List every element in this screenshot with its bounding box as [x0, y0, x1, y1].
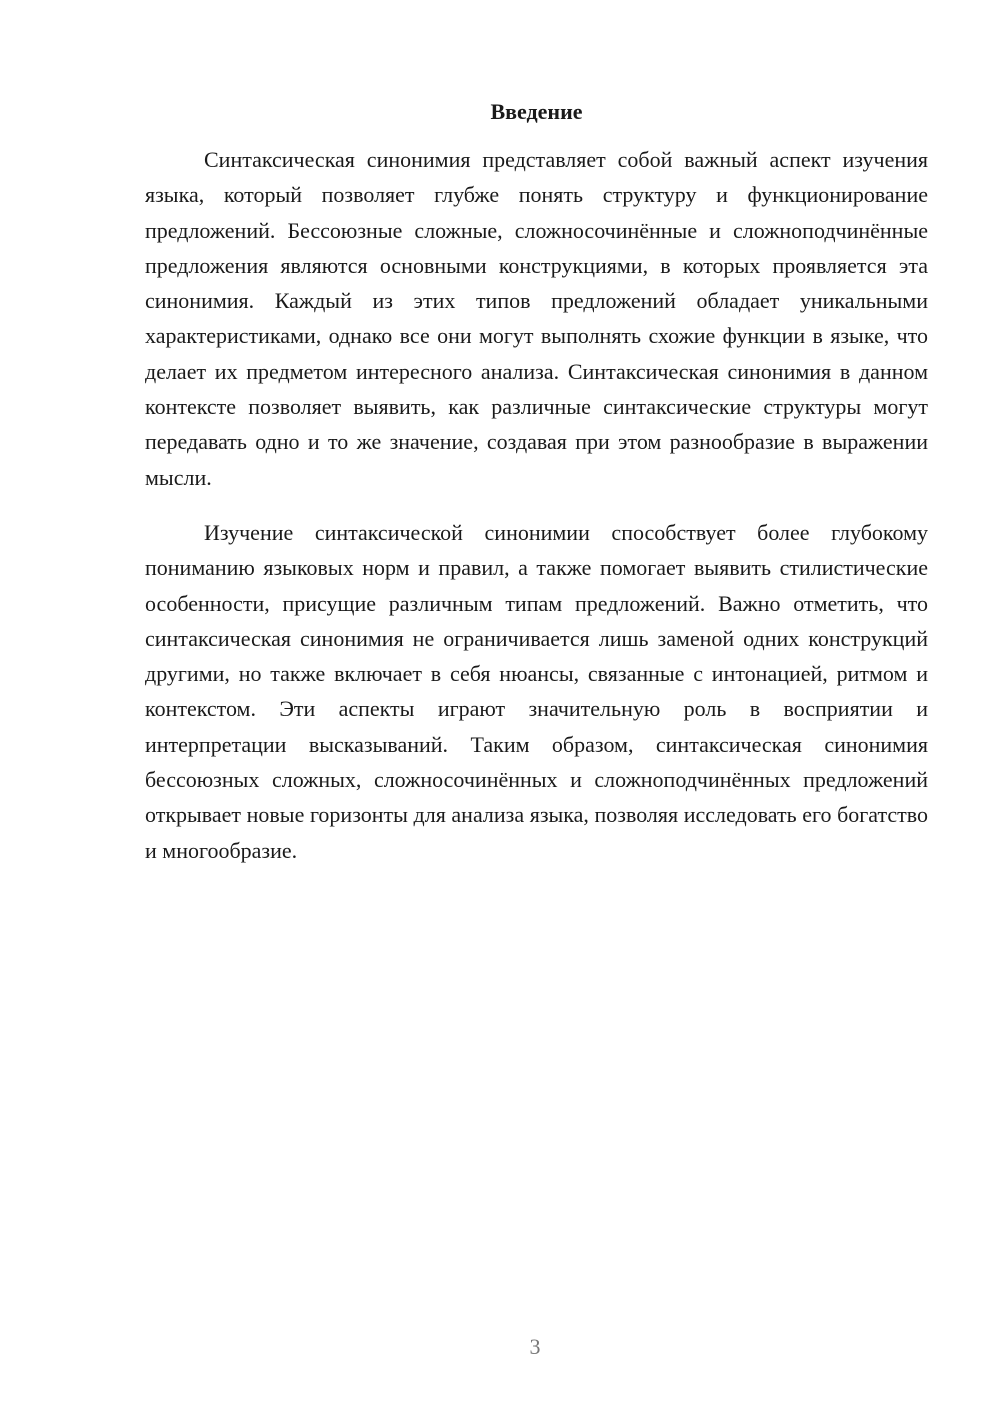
section-heading: Введение: [490, 99, 583, 124]
paragraph-1: Синтаксическая синонимия представляет собой важный аспект изучения языка, который позволяет глубже понять структуру и функционирование предложений. Бессоюзные сложные, сложносочинённые и сложноподчинённые предложения являются основными конструкциями, в которых проявляется эта синонимия. Каждый из этих типов предложений обладает уникальными характеристиками, однако все они могут выполнять схожие функции в языке, что делает их предметом интересного анализа. Синтаксическая синонимия в данном контексте позволяет выявить, как различные синтаксические структуры могут передавать одно и то же значение, создавая при этом разнообразие в выражении мысли.: [145, 147, 928, 490]
page-content: [145, 96, 928, 868]
page-number: 3: [529, 1334, 541, 1359]
paragraph-2: Изучение синтаксической синонимии способствует более глубокому пониманию языковых норм и правил, а также помогает выявить стилистические особенности, присущие различным типам предложений. Важно отметить, что синтаксическая синонимия не ограничивается лишь заменой одних конструкций другими, но также включает в себя нюансы, связанные с интонацией, ритмом и контекстом. Эти аспекты играют значительную роль в восприятии и интерпретации высказываний. Таким образом, синтаксическая синонимия бессоюзных сложных, сложносочинённых и сложноподчинённых предложений открывает новые горизонты для анализа языка, позволяя исследовать его богатство и многообразие.: [145, 519, 928, 863]
